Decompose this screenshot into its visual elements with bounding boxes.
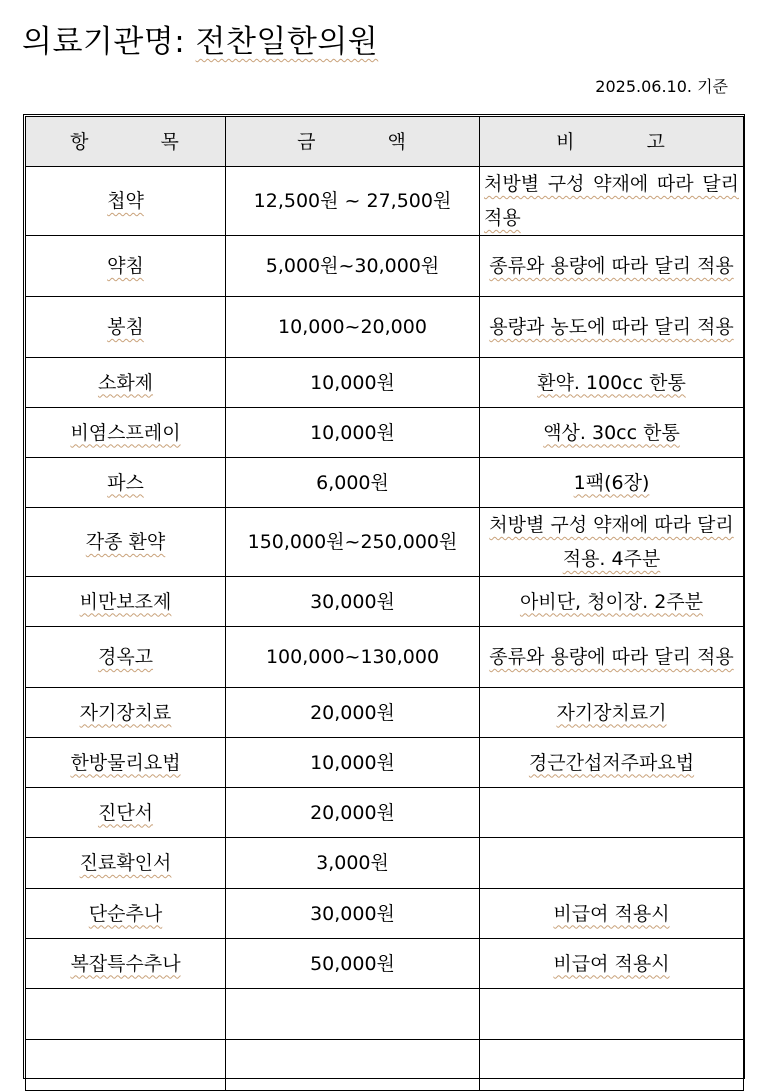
- cell-item: [26, 838, 226, 889]
- item-text: 단순추나: [88, 902, 163, 925]
- cell-note: [480, 358, 744, 408]
- cell-note: [480, 167, 744, 236]
- cell-note: [480, 458, 744, 508]
- table-row: [26, 1040, 744, 1091]
- cell-price: 10,000원: [226, 738, 480, 788]
- page-title: [22, 16, 378, 61]
- cell-item: [26, 167, 226, 236]
- cell-price: 5,000원~30,000원: [226, 236, 480, 297]
- cell-note: [480, 939, 744, 989]
- item-text: 소화제: [97, 371, 154, 394]
- item-text: 한방물리요법: [70, 751, 181, 774]
- table-row: [26, 939, 744, 989]
- header-price-char1: 금: [297, 130, 318, 153]
- cell-item: [26, 627, 226, 688]
- cell-price: 100,000~130,000: [226, 627, 480, 688]
- header-note: [480, 117, 744, 167]
- cell-item: [26, 738, 226, 788]
- note-text: 종류와 용량에 따라 달리 적용: [489, 646, 734, 668]
- table-row: [26, 408, 744, 458]
- note-text: 종류와 용량에 따라 달리 적용: [489, 255, 734, 277]
- date-note: 2025.06.10. 기준: [595, 77, 728, 96]
- header-item-char1: 항: [70, 130, 91, 153]
- cell-price: 6,000원: [226, 458, 480, 508]
- cell-price: 10,000원: [226, 358, 480, 408]
- header-price-char2: 액: [387, 130, 408, 153]
- header-item: [26, 117, 226, 167]
- cell-price: [226, 989, 480, 1040]
- cell-item: [26, 939, 226, 989]
- cell-price: 20,000원: [226, 788, 480, 838]
- cell-item: [26, 236, 226, 297]
- item-text: 복잡특수추나: [70, 952, 181, 975]
- title-prefix: 의료기관명:: [22, 24, 196, 60]
- item-text: 봉침: [107, 316, 144, 338]
- note-text: 비급여 적용시: [553, 952, 670, 975]
- cell-item: [26, 458, 226, 508]
- cell-note: [480, 236, 744, 297]
- table-row: [26, 358, 744, 408]
- cell-note: [480, 738, 744, 788]
- note-text: 경근간섭저주파요법: [528, 751, 695, 774]
- cell-item: [26, 688, 226, 738]
- item-text: 자기장치료: [79, 701, 172, 724]
- table-body: [26, 167, 744, 1091]
- cell-note: [480, 788, 744, 838]
- cell-item: [26, 989, 226, 1040]
- table-row: [26, 167, 744, 236]
- table-row: [26, 889, 744, 939]
- cell-item: [26, 508, 226, 577]
- item-text: 비만보조제: [79, 590, 172, 613]
- cell-price: [226, 1040, 480, 1091]
- item-text: 각종 환약: [85, 531, 166, 553]
- cell-price: 10,000원: [226, 408, 480, 458]
- item-text: 비염스프레이: [70, 421, 181, 444]
- cell-price: 30,000원: [226, 889, 480, 939]
- cell-note: [480, 889, 744, 939]
- cell-price: 30,000원: [226, 577, 480, 627]
- table-row: [26, 627, 744, 688]
- table-row: [26, 297, 744, 358]
- item-text: 첩약: [107, 190, 144, 212]
- cell-note: [480, 1040, 744, 1091]
- table-row: [26, 236, 744, 297]
- cell-item: [26, 1040, 226, 1091]
- note-text: 액상. 30cc 한통: [543, 421, 680, 444]
- note-text: 1팩(6장): [573, 471, 650, 494]
- note-text: 비급여 적용시: [553, 902, 670, 925]
- cell-price: 12,500원 ~ 27,500원: [226, 167, 480, 236]
- cell-item: [26, 297, 226, 358]
- header-price: [226, 117, 480, 167]
- cell-note: [480, 297, 744, 358]
- cell-note: [480, 508, 744, 577]
- header-note-char2: 고: [646, 130, 667, 153]
- table-row: [26, 838, 744, 889]
- table-row: [26, 688, 744, 738]
- cell-item: [26, 577, 226, 627]
- cell-note: [480, 989, 744, 1040]
- table-header-row: [26, 117, 744, 167]
- table-row: [26, 577, 744, 627]
- note-text: 처방별 구성 약재에 따라 달리 적용. 4주분: [489, 514, 734, 570]
- cell-note: [480, 408, 744, 458]
- cell-item: [26, 889, 226, 939]
- item-text: 진료확인서: [79, 852, 172, 874]
- cell-note: [480, 838, 744, 889]
- cell-item: [26, 358, 226, 408]
- item-text: 진단서: [97, 801, 154, 824]
- header-note-char1: 비: [556, 130, 577, 153]
- table-row: [26, 508, 744, 577]
- cell-price: 150,000원~250,000원: [226, 508, 480, 577]
- table-row: [26, 989, 744, 1040]
- cell-note: [480, 627, 744, 688]
- table-row: [26, 458, 744, 508]
- header-item-char2: 목: [160, 130, 181, 153]
- note-text: 용량과 농도에 따라 달리 적용: [489, 316, 734, 338]
- note-text: 아비단, 청이장. 2주분: [519, 590, 704, 613]
- item-text: 경옥고: [97, 646, 154, 668]
- cell-price: 3,000원: [226, 838, 480, 889]
- table-row: [26, 738, 744, 788]
- item-text: 약침: [107, 255, 144, 277]
- note-text: 환약. 100cc 한통: [537, 371, 686, 394]
- cell-item: [26, 408, 226, 458]
- cell-item: [26, 788, 226, 838]
- clinic-name: 전찬일한의원: [195, 24, 379, 60]
- note-text: 자기장치료기: [556, 701, 667, 724]
- cell-note: [480, 577, 744, 627]
- note-text: 처방별 구성 약재에 따라 달리 적용: [484, 173, 739, 229]
- cell-price: 20,000원: [226, 688, 480, 738]
- cell-price: 10,000~20,000: [226, 297, 480, 358]
- cell-price: 50,000원: [226, 939, 480, 989]
- item-text: 파스: [107, 471, 144, 494]
- table-row: [26, 788, 744, 838]
- cell-note: [480, 688, 744, 738]
- fee-table: [25, 116, 744, 1091]
